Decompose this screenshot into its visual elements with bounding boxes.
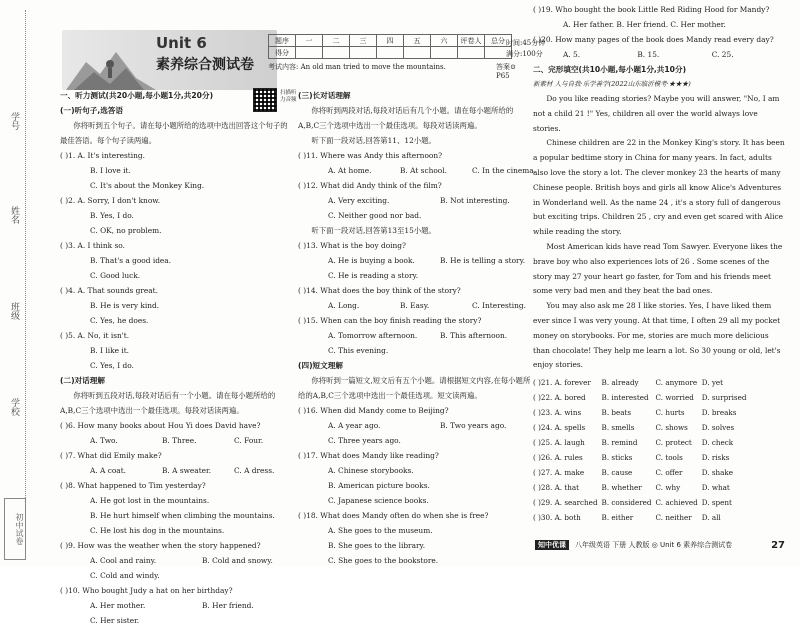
choice-row bbox=[533, 510, 750, 525]
choice-option[interactable]: D. check bbox=[701, 438, 734, 448]
choice-option[interactable]: B. interested bbox=[601, 393, 649, 403]
option[interactable]: B. He is very kind. bbox=[90, 301, 160, 310]
source-tag: 新素材 人与自我·乐学善学(2022山东临沂模考·★★★) bbox=[533, 80, 691, 88]
choice-option[interactable]: ( )28. A. that bbox=[533, 483, 580, 493]
choice-option[interactable]: ( )26. A. rules bbox=[533, 453, 583, 463]
option[interactable]: B. Two years ago. bbox=[440, 421, 507, 430]
choice-row bbox=[533, 450, 750, 465]
paragraph: Most American kids have read Tom Sawyer. Everyone likes the brave boy who also experiences lots of 26 . Some scenes of the story may 27 your heart go faster, for Tom and his friends meet some very bad men and they beat the bad ones. bbox=[533, 241, 783, 296]
score-head: 总分 bbox=[485, 35, 512, 47]
header bbox=[62, 24, 546, 90]
exam-content: 考试内容: An old man tried to move the mountains. bbox=[268, 63, 446, 71]
question-list bbox=[298, 238, 533, 358]
choice-option[interactable]: D. spent bbox=[701, 498, 732, 508]
option[interactable]: B. I like it. bbox=[90, 346, 130, 355]
left-column bbox=[60, 88, 290, 628]
choice-option[interactable]: D. solves bbox=[701, 423, 735, 433]
question: ( )9. How was the weather when the story happened? bbox=[60, 541, 261, 550]
question: ( )2. A. Sorry, I don't know. bbox=[60, 196, 161, 205]
score-head: 五 bbox=[404, 35, 431, 47]
option[interactable]: B. He is telling a story. bbox=[440, 256, 526, 265]
choice-option[interactable]: C. offer bbox=[655, 468, 683, 478]
choice-row bbox=[533, 405, 750, 420]
question: ( )13. What is the boy doing? bbox=[298, 241, 406, 250]
option[interactable]: A. Long. bbox=[328, 301, 360, 310]
choice-option[interactable]: B. remind bbox=[601, 438, 638, 448]
options bbox=[60, 463, 290, 478]
choice-option[interactable]: D. risks bbox=[701, 453, 730, 463]
option[interactable]: C. It's about the Monkey King. bbox=[90, 181, 205, 190]
paragraph: Do you like reading stories? Maybe you will answer, "No, I am not a child 21 !" Yes, children all over the world always love stories. bbox=[533, 94, 780, 133]
option[interactable]: C. Interesting. bbox=[472, 301, 526, 310]
question: ( )8. What happened to Tim yesterday? bbox=[60, 481, 206, 490]
choice-option[interactable]: B. already bbox=[601, 378, 639, 388]
choice-option[interactable]: ( )29. A. searched bbox=[533, 498, 598, 508]
score-head: 二 bbox=[323, 35, 350, 47]
brand-logo: 初中试卷 bbox=[4, 498, 26, 560]
choice-option[interactable]: D. all bbox=[701, 513, 721, 523]
option[interactable]: C. She goes to the bookstore. bbox=[328, 556, 439, 565]
option[interactable]: C. OK, no problem. bbox=[90, 226, 162, 235]
paragraph: You may also ask me 28 I like stories. Yes, I have liked them ever since I was very young. At that time, I often 29 all my pocket money on storybooks. For me, stories are much more delicious than chocolate! They help me learn a lot. So 30 young or old, let's enjoy stories. bbox=[533, 301, 781, 370]
question: ( )12. What did Andy think of the film? bbox=[298, 181, 442, 190]
question: ( )7. What did Emily make? bbox=[60, 451, 162, 460]
options bbox=[60, 343, 290, 358]
score-head: 四 bbox=[377, 35, 404, 47]
question-list bbox=[298, 403, 533, 568]
score-cell[interactable] bbox=[323, 47, 350, 59]
question: ( )1. A. It's interesting. bbox=[60, 151, 145, 160]
choice-option[interactable]: C. shows bbox=[655, 423, 688, 433]
instructions: 你将听到五个句子。请在每小题所给的选项中选出回答这个句子的最佳答语。每个句子读两遍。 bbox=[60, 121, 288, 145]
instructions: 你将听到一篇短文,短文后有五个小题。请根据短文内容,在每小题所给的A,B,C三个选项中选出一个最佳选项。短文读两遍。 bbox=[298, 376, 531, 400]
choice-option[interactable]: B. beats bbox=[601, 408, 632, 418]
choice-option[interactable]: C. neither bbox=[655, 513, 692, 523]
option[interactable]: A. She goes to the museum. bbox=[328, 526, 433, 535]
choice-option[interactable]: ( )27. A. make bbox=[533, 468, 585, 478]
choice-option[interactable]: C. why bbox=[655, 483, 681, 493]
option[interactable]: B. A sweater. bbox=[162, 466, 212, 475]
school-label: 学校 bbox=[9, 398, 19, 416]
choice-option[interactable]: D. what bbox=[701, 483, 730, 493]
qr-label: 扫描听力音频 bbox=[280, 90, 297, 103]
choice-row bbox=[533, 435, 750, 450]
options bbox=[298, 328, 533, 343]
question-list bbox=[60, 418, 290, 628]
question: ( )6. How many books about Hou Yi does David have? bbox=[60, 421, 261, 430]
option[interactable]: A. Chinese storybooks. bbox=[328, 466, 414, 475]
option[interactable]: C. He is reading a story. bbox=[328, 271, 419, 280]
score-cell[interactable] bbox=[431, 47, 458, 59]
choice-option[interactable]: ( )30. A. both bbox=[533, 513, 581, 523]
binding-margin bbox=[0, 0, 48, 566]
option[interactable]: B. Her friend. bbox=[202, 601, 254, 610]
option[interactable]: A. Cool and rainy. bbox=[90, 556, 157, 565]
score-row-label: 得分 bbox=[269, 47, 296, 59]
question: ( )15. When can the boy finish reading the story? bbox=[298, 316, 482, 325]
option[interactable]: B. This afternoon. bbox=[440, 331, 508, 340]
option[interactable]: C. Four. bbox=[234, 436, 264, 445]
subsection-heading: (三)长对话理解 bbox=[298, 91, 351, 100]
lead-line: 听下面一段对话,回答第13至15小题。 bbox=[311, 226, 436, 235]
choice-option[interactable]: D. yet bbox=[701, 378, 724, 388]
question: ( )20. How many pages of the book does Mandy read every day? bbox=[533, 35, 774, 44]
question-list bbox=[60, 148, 290, 373]
score-head: 评卷人 bbox=[458, 35, 485, 47]
choice-row bbox=[533, 480, 750, 495]
choice-option[interactable]: C. anymore bbox=[655, 378, 698, 388]
option[interactable]: B. Three. bbox=[162, 436, 197, 445]
option[interactable]: B. American picture books. bbox=[328, 481, 430, 490]
option[interactable]: C. Cold and windy. bbox=[90, 571, 160, 580]
option[interactable]: C. This evening. bbox=[328, 346, 389, 355]
score-cell[interactable] bbox=[350, 47, 377, 59]
choice-option[interactable]: C. hurts bbox=[655, 408, 685, 418]
question: ( )5. A. No, it isn't. bbox=[60, 331, 130, 340]
choice-option[interactable]: C. tools bbox=[655, 453, 683, 463]
section-heading: 二、完形填空(共10小题,每小题1分,共10分) bbox=[533, 65, 687, 74]
choice-option[interactable]: C. worried bbox=[655, 393, 694, 403]
options bbox=[533, 47, 785, 62]
choice-option[interactable]: C. protect bbox=[655, 438, 692, 448]
choice-option[interactable]: ( )23. A. wins bbox=[533, 408, 582, 418]
choice-option[interactable]: D. surprised bbox=[701, 393, 747, 403]
question: ( )4. A. That sounds great. bbox=[60, 286, 158, 295]
option[interactable]: A. A coat. bbox=[90, 466, 127, 475]
option[interactable]: B. That's a good idea. bbox=[90, 256, 172, 265]
answer-ref: 答案⊙ P65 bbox=[496, 63, 516, 80]
option[interactable]: B. She goes to the library. bbox=[328, 541, 426, 550]
options: A. Her father. B. Her friend. C. Her mother. bbox=[563, 20, 726, 29]
score-head: 一 bbox=[296, 35, 323, 47]
option[interactable]: A. Very exciting. bbox=[328, 196, 390, 205]
option[interactable]: C. Yes, I do. bbox=[90, 361, 134, 370]
options bbox=[60, 598, 290, 613]
option[interactable]: A. At home. bbox=[328, 166, 372, 175]
subsection-heading: (二)对话理解 bbox=[60, 376, 105, 385]
choice-option[interactable]: ( )25. A. laugh bbox=[533, 438, 585, 448]
question: ( )10. Who bought Judy a hat on her birthday? bbox=[60, 586, 233, 595]
option[interactable]: A. Two. bbox=[90, 436, 118, 445]
score-head: 三 bbox=[350, 35, 377, 47]
options bbox=[60, 208, 290, 223]
choice-option[interactable]: ( )22. A. bored bbox=[533, 393, 586, 403]
option[interactable]: B. I love it. bbox=[90, 166, 131, 175]
page-number: 27 bbox=[771, 539, 785, 551]
option[interactable]: B. 15. bbox=[637, 50, 660, 59]
score-table bbox=[268, 34, 512, 59]
options bbox=[298, 298, 533, 313]
options bbox=[298, 163, 536, 178]
score-cell[interactable] bbox=[377, 47, 404, 59]
choice-option[interactable]: B. considered bbox=[601, 498, 652, 508]
choice-row bbox=[533, 420, 750, 435]
score-head: 六 bbox=[431, 35, 458, 47]
option[interactable]: B. Easy. bbox=[400, 301, 430, 310]
name-label: 姓名 bbox=[9, 206, 19, 224]
question: ( )17. What does Mandy like reading? bbox=[298, 451, 439, 460]
options bbox=[298, 418, 533, 433]
cut-line bbox=[25, 10, 26, 540]
options bbox=[298, 193, 533, 208]
option[interactable]: A. Tomorrow afternoon. bbox=[328, 331, 418, 340]
subsection-heading: (四)短文理解 bbox=[298, 361, 343, 370]
footer-badge: 知中优课 bbox=[535, 540, 569, 550]
question: ( )18. What does Mandy often do when she is free? bbox=[298, 511, 489, 520]
option[interactable]: A. Her mother. bbox=[90, 601, 146, 610]
choice-row bbox=[533, 465, 750, 480]
time-limit: 时间:45分钟 bbox=[506, 39, 546, 47]
choice-table bbox=[533, 375, 750, 525]
right-column bbox=[533, 2, 785, 525]
choice-option[interactable]: ( )21. A. forever bbox=[533, 378, 591, 388]
options bbox=[298, 253, 533, 268]
option[interactable]: C. In the cinema. bbox=[472, 166, 536, 175]
score-cell[interactable] bbox=[404, 47, 431, 59]
option[interactable]: A. A year ago. bbox=[328, 421, 381, 430]
question: ( )14. What does the boy think of the story? bbox=[298, 286, 461, 295]
option[interactable]: C. Three years ago. bbox=[328, 436, 401, 445]
lead-line: 听下面一段对话,回答第11、12小题。 bbox=[311, 136, 436, 145]
choice-row bbox=[533, 375, 750, 390]
choice-row bbox=[533, 390, 750, 405]
instructions: 你将听到五段对话,每段对话后有一个小题。请在每小题所给的A,B,C三个选项中选出一个最佳选项。每段对话读两遍。 bbox=[60, 391, 276, 415]
option[interactable]: C. Good luck. bbox=[90, 271, 141, 280]
options bbox=[60, 163, 290, 178]
choice-option[interactable]: B. whether bbox=[601, 483, 642, 493]
choice-option[interactable]: D. shake bbox=[701, 468, 734, 478]
full-score: 满分:100分 bbox=[506, 50, 543, 58]
question: ( )16. When did Mandy come to Beijing? bbox=[298, 406, 449, 415]
option[interactable]: B. Yes, I do. bbox=[90, 211, 134, 220]
student-id-label: 学号 bbox=[9, 112, 19, 130]
option[interactable]: A. He is buying a book. bbox=[328, 256, 415, 265]
class-label: 班级 bbox=[9, 302, 19, 320]
option[interactable]: C. Her sister. bbox=[90, 616, 140, 625]
choice-option[interactable]: ( )24. A. spells bbox=[533, 423, 586, 433]
unit-title: Unit 6 bbox=[156, 34, 207, 52]
section-heading: 一、听力测试(共20小题,每小题1分,共20分) bbox=[60, 91, 214, 100]
choice-option[interactable]: B. either bbox=[601, 513, 634, 523]
choice-option[interactable]: B. sticks bbox=[601, 453, 633, 463]
question: ( )11. Where was Andy this afternoon? bbox=[298, 151, 443, 160]
option[interactable]: C. He lost his dog in the mountains. bbox=[90, 526, 225, 535]
test-title: 素养综合测试卷 bbox=[156, 57, 254, 73]
option[interactable]: B. At school. bbox=[400, 166, 447, 175]
options bbox=[60, 433, 290, 448]
footer-text: 八年级英语 下册 人教版 ◎ Unit 6 素养综合测试卷 bbox=[575, 541, 733, 549]
choice-option[interactable]: D. breaks bbox=[701, 408, 737, 418]
option[interactable]: B. Not interesting. bbox=[440, 196, 510, 205]
subsection-heading: (一)听句子,选答语 bbox=[60, 106, 123, 115]
option[interactable]: B. He hurt himself when climbing the mountains. bbox=[90, 511, 275, 520]
option[interactable]: C. A dress. bbox=[234, 466, 275, 475]
option[interactable]: C. Japanese science books. bbox=[328, 496, 429, 505]
instructions: 你将听到两段对话,每段对话后有几个小题。请在每小题所给的A,B,C三个选项中选出一个最佳选项。每段对话读两遍。 bbox=[298, 106, 514, 130]
option[interactable]: A. 5. bbox=[563, 50, 581, 59]
choice-row bbox=[533, 495, 750, 510]
score-head: 题序 bbox=[269, 35, 296, 47]
choice-option[interactable]: B. cause bbox=[601, 468, 633, 478]
mountain-illustration bbox=[66, 44, 156, 90]
options bbox=[60, 253, 290, 268]
option[interactable]: A. He got lost in the mountains. bbox=[90, 496, 210, 505]
choice-option[interactable]: B. smells bbox=[601, 423, 635, 433]
middle-column bbox=[298, 88, 536, 568]
choice-option[interactable]: C. achieved bbox=[655, 498, 698, 508]
option[interactable]: C. 25. bbox=[711, 50, 734, 59]
paragraph: Chinese children are 22 in the Monkey King's story. It has been a popular bedtime story in China for many years. In fact, adults also love the story a lot. The clever monkey 23 the hearts of many Chinese people. British boys and girls all know Alice's Adventures in Wonderland well. As the name 24 , it's a story full of dangerous but exciting trips. Children 25 , cry and even get scared with Alice while reading the story. bbox=[533, 138, 785, 237]
question: ( )19. Who bought the book Little Red Riding Hood for Mandy? bbox=[533, 5, 770, 14]
score-cell[interactable] bbox=[296, 47, 323, 59]
options bbox=[60, 298, 290, 313]
question-list bbox=[298, 148, 536, 223]
score-cell[interactable] bbox=[458, 47, 485, 59]
footer bbox=[535, 538, 785, 552]
cloze-passage bbox=[533, 92, 785, 373]
option[interactable]: B. Cold and snowy. bbox=[202, 556, 273, 565]
option[interactable]: C. Neither good nor bad. bbox=[328, 211, 422, 220]
option[interactable]: C. Yes, he does. bbox=[90, 316, 149, 325]
question: ( )3. A. I think so. bbox=[60, 241, 125, 250]
